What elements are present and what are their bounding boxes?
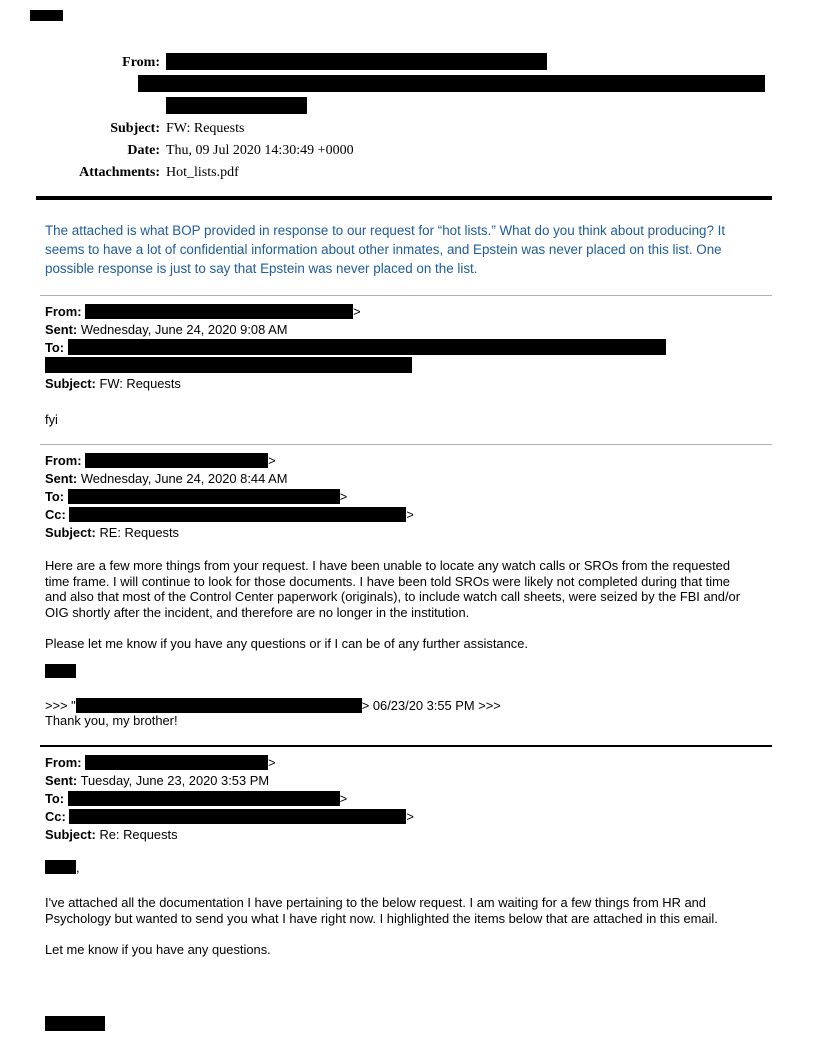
redaction-bar-to-2 bbox=[45, 357, 412, 373]
body-line: Let me know if you have any questions. bbox=[45, 941, 271, 957]
blank-line bbox=[45, 620, 775, 636]
redaction-bar-cc bbox=[69, 507, 406, 522]
bar-suffix: > bbox=[268, 755, 276, 770]
quoted-reply-line bbox=[45, 698, 775, 714]
sent-value: Tuesday, June 23, 2020 3:53 PM bbox=[80, 773, 270, 788]
sent-row bbox=[45, 470, 816, 488]
redaction-bar-from bbox=[166, 53, 547, 70]
blank-line bbox=[45, 880, 775, 896]
redaction-bar-line2 bbox=[138, 75, 765, 92]
email-message-2 bbox=[45, 452, 816, 729]
redaction-box-salutation bbox=[45, 860, 76, 874]
from-label: From: bbox=[45, 303, 82, 319]
sent-label: Sent: bbox=[45, 773, 78, 788]
subject-value: RE: Requests bbox=[99, 525, 179, 540]
cc-row bbox=[45, 808, 816, 826]
redaction-bar-from bbox=[85, 304, 353, 319]
redaction-bar-to bbox=[68, 489, 340, 504]
from-label: From: bbox=[45, 755, 82, 770]
sent-row bbox=[45, 321, 816, 339]
subject-row bbox=[45, 375, 816, 393]
bar-suffix: > bbox=[406, 809, 414, 824]
subject-row bbox=[45, 524, 816, 542]
cc-row bbox=[45, 506, 816, 524]
bar-suffix: > bbox=[353, 303, 361, 319]
forward-note-line: The attached is what BOP provided in response to our request for “hot lists.” What do you think about producing? It bbox=[45, 222, 726, 238]
redaction-bar-line3 bbox=[166, 97, 307, 114]
redaction-box-signature bbox=[45, 664, 76, 678]
to-row-continuation bbox=[45, 357, 816, 375]
email-message-1 bbox=[45, 303, 816, 428]
email-body bbox=[45, 558, 775, 729]
salutation-line bbox=[45, 860, 775, 876]
quote-prefix: >>> " bbox=[45, 697, 76, 713]
bar-suffix: > bbox=[339, 791, 348, 806]
body-line: OIG shortly after the incident, and therefore are no longer in the institution. bbox=[45, 604, 470, 620]
salutation-suffix: , bbox=[76, 860, 80, 875]
redaction-bar-to bbox=[68, 791, 340, 806]
cc-label: Cc: bbox=[45, 809, 66, 824]
to-label: To: bbox=[45, 339, 65, 355]
quote-suffix: > 06/23/20 3:55 PM >>> bbox=[361, 697, 501, 713]
body-line: Here are a few more things from your request. I have been unable to locate any watch calls or SROs from the requested bbox=[45, 558, 730, 573]
quote-reply: Thank you, my brother! bbox=[45, 713, 178, 728]
forward-note-line: possible response is just to say that Epstein was never placed on the list. bbox=[45, 260, 478, 276]
header-row-attachments bbox=[0, 162, 816, 184]
forward-note bbox=[45, 221, 770, 278]
email-divider-strong bbox=[40, 745, 772, 748]
header-row-redacted-2 bbox=[0, 74, 816, 96]
date-value: Thu, 09 Jul 2020 14:30:49 +0000 bbox=[166, 143, 354, 158]
bar-suffix: > bbox=[406, 507, 414, 522]
body-line: Please let me know if you have any questions or if I can be of any further assistance. bbox=[45, 635, 528, 651]
from-label: From: bbox=[45, 453, 82, 468]
subject-label: Subject: bbox=[45, 375, 96, 391]
to-row bbox=[45, 339, 816, 357]
blank-line bbox=[45, 926, 775, 942]
cc-label: Cc: bbox=[45, 507, 66, 522]
header-row-from bbox=[0, 52, 816, 74]
attachments-value: Hot_lists.pdf bbox=[166, 165, 239, 180]
to-row bbox=[45, 790, 816, 808]
email-body bbox=[45, 412, 775, 428]
redaction-bar-to bbox=[68, 339, 666, 355]
to-label: To: bbox=[45, 791, 65, 806]
body-line: Psychology but wanted to send you what I have right now. I highlighted the items below that are attached in this email. bbox=[45, 910, 718, 926]
to-row bbox=[45, 488, 816, 506]
forward-note-line: seems to have a lot of confidential information about other inmates, and Epstein was never placed on this list. One bbox=[45, 241, 722, 257]
redaction-bar-from bbox=[85, 755, 268, 770]
sent-label: Sent: bbox=[45, 471, 78, 486]
from-label: From: bbox=[122, 55, 160, 70]
sent-label: Sent: bbox=[45, 321, 78, 337]
subject-label: Subject: bbox=[45, 525, 96, 540]
signature-line bbox=[45, 664, 775, 680]
bar-suffix: > bbox=[268, 453, 276, 468]
redaction-bar-cc bbox=[69, 809, 406, 824]
body-line: I've attached all the documentation I have pertaining to the below request. I am waiting for a few things from HR and bbox=[45, 895, 706, 910]
body-line: time frame. I will continue to look for those documents. I have been told SROs were likely not completed during that time bbox=[45, 573, 730, 589]
date-label: Date: bbox=[127, 143, 160, 158]
email-divider bbox=[40, 295, 772, 296]
header-row-redacted-3 bbox=[0, 96, 816, 118]
email-header-block bbox=[0, 52, 816, 184]
email-divider bbox=[40, 444, 772, 445]
subject-value: Re: Requests bbox=[99, 827, 178, 842]
header-row-date bbox=[0, 140, 816, 162]
body-line: and also that most of the Control Center paperwork (originals), to include watch call sheets, were seized by the FBI and/or bbox=[45, 589, 741, 604]
email-message-3 bbox=[45, 754, 816, 957]
to-label: To: bbox=[45, 489, 65, 504]
sent-value: Wednesday, June 24, 2020 9:08 AM bbox=[80, 321, 288, 337]
subject-row bbox=[45, 826, 816, 844]
body-line: fyi bbox=[45, 411, 58, 427]
bar-suffix: > bbox=[339, 489, 348, 504]
email-body bbox=[45, 860, 775, 957]
from-row bbox=[45, 754, 816, 772]
sent-row bbox=[45, 772, 816, 790]
subject-label: Subject: bbox=[110, 121, 160, 136]
redaction-mark-top-left bbox=[30, 10, 63, 21]
from-row bbox=[45, 452, 816, 470]
header-row-subject bbox=[0, 118, 816, 140]
subject-value: FW: Requests bbox=[166, 121, 245, 136]
subject-label: Subject: bbox=[45, 827, 96, 842]
redaction-bar-quote bbox=[76, 698, 362, 713]
subject-value: FW: Requests bbox=[99, 375, 181, 391]
header-divider bbox=[36, 196, 772, 200]
attachments-label: Attachments: bbox=[79, 165, 160, 180]
from-row bbox=[45, 303, 816, 321]
redaction-bar-from bbox=[85, 453, 268, 468]
redaction-mark-bottom-left bbox=[45, 1016, 105, 1031]
sent-value: Wednesday, June 24, 2020 8:44 AM bbox=[80, 471, 288, 486]
